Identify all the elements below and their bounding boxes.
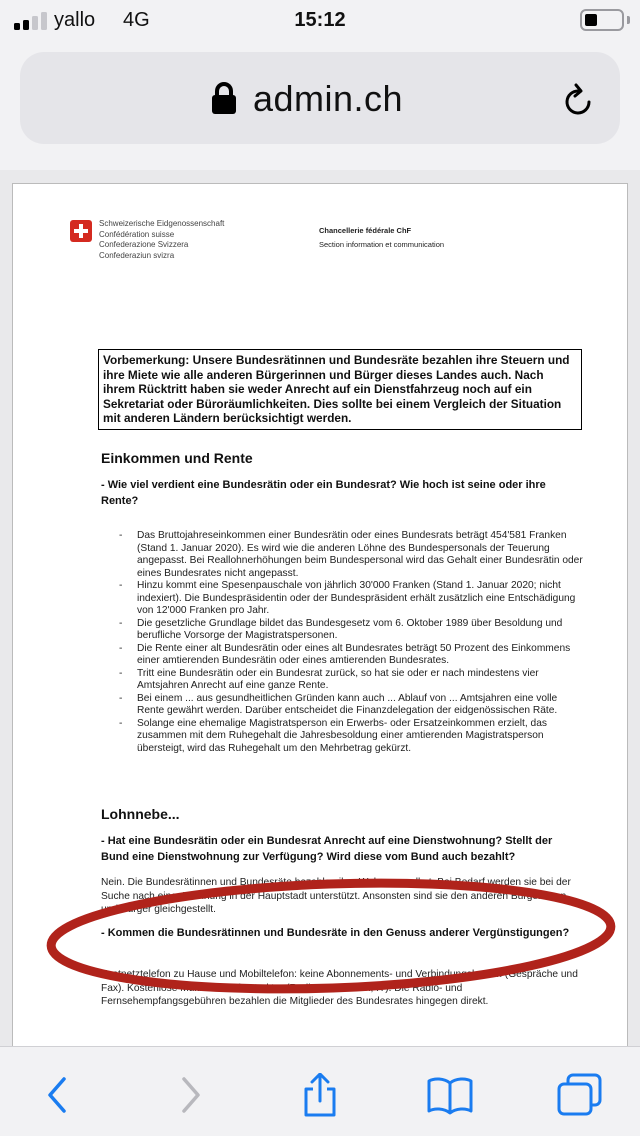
org-line: Confederazione Svizzera (99, 240, 189, 249)
battery-cap (627, 16, 630, 24)
red-annotation-ellipse (44, 878, 618, 998)
list-item: - Solange eine ehemalige Magistratsperson ein Erwerbs- oder Ersatzeinkommen erzielt, das zusammen mit dem Ruhegehalt die Jahresbesoldung einer amtierenden Magistratsperson übersteigt, wird das Ruhegehalt um den Mehrbetrag gekürzt. (119, 717, 547, 754)
organization-names (99, 219, 224, 261)
department-header (319, 224, 444, 252)
reload-icon[interactable] (562, 82, 596, 118)
list-item: - Hinzu kommt eine Spesenpauschale von jährlich 30'000 Franken (Stand 1. Januar 2020; nicht indexiert). Die Bundespräsidentin oder der Bundespräsident erhält zusätzlich eine Entschädigung von 12'000 Franken pro Jahr. (119, 580, 576, 616)
url-domain[interactable]: admin.ch (253, 78, 404, 119)
list-item: - Bei einem ... aus gesundheitlichen Gründen kann auch ... Ablauf von ... Amtsjahren eine volle Rente gewährt werden. Darüber entscheidet die Finanzdelegation der eidgenössischen Räte. (119, 692, 558, 716)
answer-residence: Nein. Die Bundesrätinnen und Bundesräte bezahlen ihre Wohnung selbst. Bei Bedarf werden sie bei der Suche nach einer Wohnung in der Hauptstadt unterstützt. Ansonsten sind sie den anderen Bürgerinnen und Bürger gleichgestellt. (101, 877, 571, 915)
swiss-cross-logo (70, 220, 92, 242)
org-line: Schweizerische Eidgenossenschaft (99, 219, 225, 228)
answer-benefits: Festnetztelefon zu Hause und Mobiltelefon: keine Abonnements- und Verbindungskosten (Gespräche und Fax). Kostenlose Multimediainfrastruktur (Radio, Fernsehen, IT). Die Radio- und Fernsehempfangsgebühren bezahlen die Mitglieder des Bundesrates hingegen direkt. (101, 969, 578, 1007)
list-item: - Die Rente einer alt Bundesrätin oder eines alt Bundesrates beträgt 50 Prozent des Einkommens einer amtierenden Bundesrätin oder eines amtierenden Bundesrates. (119, 642, 571, 666)
list-item-text: Bei einem ... aus gesundheitlichen Gründen kann auch ... Ablauf von ... Amtsjahren eine volle Rente gewährt werden. Darüber entscheidet die Finanzdelegation der eidgenössischen Räte. (137, 692, 558, 716)
question-salary: - Wie viel verdient eine Bundesrätin oder ein Bundesrat? Wie hoch ist seine oder ihre Rente? (101, 479, 546, 507)
share-icon[interactable] (296, 1073, 344, 1117)
carrier-name: yallo (54, 9, 96, 31)
department-section: Section information et communication (319, 240, 445, 249)
lock-icon (212, 82, 236, 114)
list-item-text: Tritt eine Bundesrätin oder ein Bundesrat zurück, so hat sie oder er nach mindestens vier Amtsjahren Anrecht auf eine ganze Rente. (137, 667, 539, 691)
notice-box: Vorbemerkung: Unsere Bundesrätinnen und Bundesräte bezahlen ihre Steuern und ihre Miete wie alle anderen Bürgerinnen und Bürger dieses Landes auch. Nach ihrem Rücktritt haben sie weder Anrecht auf ein Dienstfahrzeug noch auf ein Sekretariat oder Büroräumlichkeiten. Dies sollte bei einem Vergleich der Situation mit anderen Ländern berücksichtigt werden. (98, 349, 582, 430)
battery-low-icon (580, 9, 624, 31)
section-title-benefits: Lohnnebe... (101, 806, 180, 822)
bottom-toolbar (0, 1046, 640, 1136)
list-item: - Die gesetzliche Grundlage bildet das Bundesgesetz vom 6. Oktober 1989 über Besoldung und berufliche Vorsorge der Magistratspersonen. (119, 617, 563, 641)
list-item: - Das Bruttojahreseinkommen einer Bundesrätin oder eines Bundesrats beträgt 454'581 Franken (Stand 1. Januar 2020). Es wird wie die anderen Löhne des Bundespersonals der Teuerung angepasst. Bei Reallohnerhöhungen beim Bundespersonal wird das Gehalt einer Bundesrätin oder eines Bundesrates nicht angepasst. (119, 530, 583, 579)
book-icon[interactable] (426, 1073, 474, 1117)
status-bar (0, 0, 640, 44)
document-viewport[interactable] (0, 170, 640, 1046)
org-line: Confédération suisse (99, 229, 175, 239)
salary-bullet-list (113, 530, 583, 755)
department-name: Chancellerie fédérale ChF (319, 226, 412, 235)
network-type: 4G (123, 9, 150, 31)
list-item-text: Die gesetzliche Grundlage bildet das Bundesgesetz vom 6. Oktober 1989 über Besoldung und berufliche Vorsorge der Magistratspersonen. (137, 617, 563, 641)
org-line: Confederaziun svizra (99, 250, 175, 260)
list-item: - Tritt eine Bundesrätin oder ein Bundesrat zurück, so hat sie oder er nach mindestens vier Amtsjahren Anrecht auf eine ganze Rente. (119, 667, 539, 691)
tabs-icon[interactable] (556, 1073, 604, 1117)
chevron-left-icon[interactable] (36, 1073, 84, 1117)
section-title-income: Einkommen und Rente (101, 450, 253, 466)
question-benefits: - Kommen die Bundesrätinnen und Bundesräte in den Genuss anderer Vergünstigungen? (101, 927, 570, 939)
list-item-text: Hinzu kommt eine Spesenpauschale von jährlich 30'000 Franken (Stand 1. Januar 2020; nicht indexiert). Die Bundespräsidentin oder der Bundespräsident erhält zusätzlich eine Entschädigung von 12'000 Franken pro Jahr. (137, 580, 576, 616)
chevron-right-icon[interactable] (166, 1073, 214, 1117)
status-time: 15:12 (294, 9, 346, 31)
list-item-text: Solange eine ehemalige Magistratsperson ein Erwerbs- oder Ersatzeinkommen erzielt, das zusammen mit dem Ruhegehalt die Jahresbesoldung einer amtierenden Magistratsperson übersteigt, wird das Ruhegehalt um den Mehrbetrag gekürzt. (137, 717, 547, 754)
list-item-text: Das Bruttojahreseinkommen einer Bundesrätin oder eines Bundesrats beträgt 454'581 Franken (Stand 1. Januar 2020). Es wird wie die anderen Löhne des Bundespersonals der Teuerung angepasst. Bei Reallohnerhöhungen beim Bundespersonal wird das Gehalt einer Bundesrätin oder eines Bundesrates nicht angepasst. (137, 530, 583, 579)
question-residence: - Hat eine Bundesrätin oder ein Bundesrat Anrecht auf eine Dienstwohnung? Stellt der Bund eine Dienstwohnung zur Verfügung? Wird diese vom Bund auch bezahlt? (101, 835, 553, 863)
list-item-text: Die Rente einer alt Bundesrätin oder eines alt Bundesrates beträgt 50 Prozent des Einkommens einer amtierenden Bundesrätin oder eines amtierenden Bundesrates. (137, 642, 571, 666)
